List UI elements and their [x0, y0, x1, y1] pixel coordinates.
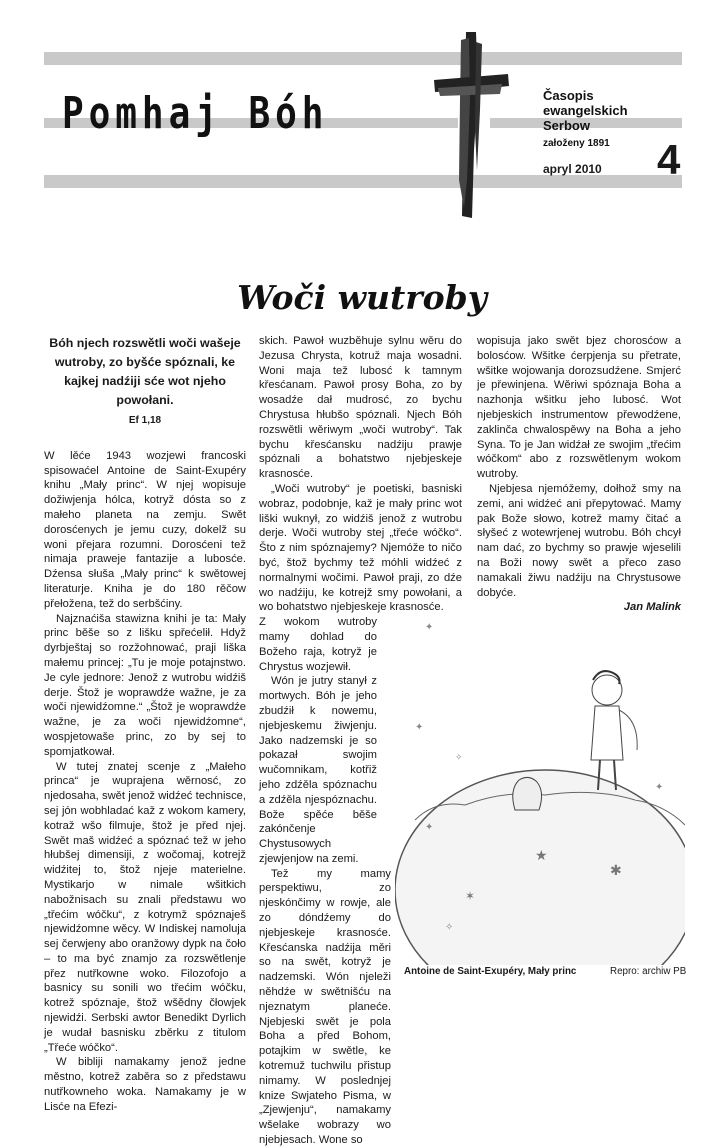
subtitle-line: ewangelskich [543, 103, 628, 118]
svg-text:✦: ✦ [425, 822, 434, 833]
paragraph: wopisuja jako swět bjez chorosćow a bolosćow. Wšitke ćerpjenja su přetrate, wšitke wojowanja dorozsudźene. Smjerć je přewinjena. Wěriwi spóznaja Boha a nazhonja wšitku jeho lubosć. Wot njebjeskich instrumentow přewodźene, zaklinča chwalospěwy na Boha a jeho Syna. To je Jan widźał ze swojim „třećim wóčkom“ abo z rozswětlenym wokom wutroby. [477, 335, 681, 481]
image-credit: Repro: archiw PB [610, 966, 687, 977]
paragraph: Tež my mamy perspektiwu, zo njeskónčimy w rowje, ale zo dóndźemy do njebjeskeje krasnosće. Křesćanska nadźija měri so na swět, kotryž je nadzemski. Wón njeleži něhdźe w swětnišću na njeznatym planeće. Njebjeski swět je pola Boha a před Bohom, potajkim w swětle, ke kotremuž tuchwilu přistup nimamy. W poslednjej knize Swjateho Pisma, w „Zjewjenju“, namakamy wšelake wobrazy wo njebjesach. Wone so [259, 867, 391, 1147]
svg-text:✦: ✦ [655, 782, 664, 793]
masthead-title: Pomhaj Bóh [62, 88, 329, 139]
magazine-info [543, 88, 628, 151]
svg-text:✦: ✦ [415, 722, 424, 733]
subtitle-line: Časopis [543, 88, 594, 103]
article-title: Woči wutroby [237, 278, 487, 317]
paragraph: Najznaćiša stawizna knihi je ta: Mały princ běše so z lišku spřećelił. Hdyž dyrbještaj so rozžohnować, praji liška małemu princej: „Tu je moje potajnstwo. Je cyle jednore: Jenož z wutrobu widźiš derje. Štož je woprawdźe wažne, je za woči njewidźomne.“ „Štož je woprawdźe wažne, je za woči njewidźomne“, wospjetowaše princ, zo by sej to spomjatkował. [44, 612, 246, 758]
article-column-1 [44, 334, 246, 1115]
svg-text:✦: ✦ [425, 622, 434, 633]
paragraph: W bibliji namakamy jenož jedne městno, kotrež zaběra so z předstawu nutřkowneho woka. Namakamy je w Lisće na Efezi- [44, 1056, 246, 1113]
paragraph: „Woči wutroby“ je poetiski, basniski wobraz, podobnje, kaž je mały princ wot liški wuknył, zo widźiš jenož z wutrobu derje. Woči wutroby stej „třeće wóčko“. Što z nim spóznajemy? Njemóže to ničo być, štož bychmy tež móhli widźeć z normalnymi wočimi. Pawoł praji, zo dźe wo nadźiju, ke kotrejž smy powołani, a wo bohatstwo njebjeskeje krasnosće. [259, 482, 462, 614]
svg-text:★: ★ [535, 848, 548, 864]
article-column-3 [477, 334, 681, 615]
image-caption: Antoine de Saint-Exupéry, Mały princ [404, 966, 577, 977]
paragraph: skich. Pawoł wuzběhuje sylnu wěru do Jezusa Chrysta, kotruž maja wosadni. Woni maja tež lubosć k tamnym křesćanam. Pawoł prosy Boha, zo by wosadźe dał mudrosć, zo bychu Chrystusa hłubšo spóznali. Njech Bóh rozswětli wěriwym „woči wutroby“. Tak bychu křesćansku nadźiju prawje spóznali a bohatstwo njebjeskeje krasnosće. [259, 335, 462, 481]
bible-motto: Bóh njech rozswětli woči wašeje wutroby, zo byšće spóznali, ke kajkej nadźiji sće wot njeho powołani. [49, 336, 241, 407]
masthead-band-bottom [44, 175, 682, 188]
masthead-band-top [44, 52, 682, 65]
paragraph: Z wokom wutroby mamy dohlad do Božeho raja, kotryž je Chrystus wozjewił. [259, 616, 377, 673]
paragraph: W tutej znatej scenje z „Małeho princa“ je wuprajena wěrnosć, zo njedosaha, swět jenož widźeć technisce, sej jón wobhladać kaž z wokom kamery, kotraž wšo filmuje, štož je před njej. Swět maš widźeć a spóznać tež w jeho hłubšej dimensiji, z wočomaj, kotrejž widźitej to, štož njeje materielne. Mystikarjo w nimale wšitkich nabožnisach su znali předstawu wo „třećim wóčku“, z kotrymž spóznaješ njewidźomne wěcy. W Indiskej namoluja sej čerwjeny abo oranžowy dypk na čoło – to ma być znamjo za rozswětlenje přez nutřkowne woko. Filozofojo a basnicy su sonili wo třećim wóčku, kotrež spóznaje, štož wšědny čłowjek njewidźi. Serbski awtor Benedikt Dyrlich je wudał basnisku zběrku z titulom „Třeće wóčko“. [44, 760, 246, 1054]
svg-text:✧: ✧ [455, 753, 463, 763]
svg-text:✱: ✱ [610, 863, 622, 879]
paragraph: W lěće 1943 wozjewi francoski spisowaćel Antoine de Saint-Exupéry knihu „Mały princ“. W njej wopisuje dožiwjenja hólca, kotryž dósta so z małeho planeta na zemju. Swět dorosćenych je jemu cuzy, dokelž su woni přejara rozumni. Dorosćeni tež nimaja praweje fantazije a lubosće. Dźensa słuša „Mały princ“ k swětowej literaturje. Kniha je do 180 rěčow přełožena, tež do serbšćiny. [44, 449, 246, 610]
bible-reference: Ef 1,18 [128, 415, 162, 426]
cross-logo-icon [432, 30, 510, 220]
svg-text:✶: ✶ [465, 889, 476, 903]
subtitle-line: Serbow [543, 118, 590, 133]
founded-year: załoženy 1891 [543, 138, 610, 149]
paragraph: Njebjesa njemóžemy, dołhož smy na zemi, ani widźeć ani přepytować. Mamy pak Bože słowo, kotrež mamy čitać a słyšeć z wotewrjenej wutrobu. Bóh chcył nam dać, zo bychmy so prawje wjeselili na Boži nowy swět a přeco zaso namakali žiwu nadźiju na Chrystusowe dobyće. [477, 482, 681, 599]
svg-text:✧: ✧ [445, 922, 454, 933]
issue-number: 4 [657, 136, 681, 183]
little-prince-illustration [395, 600, 685, 965]
paragraph: Wón je jutry stanył z mortwych. Bóh je jeho zbudźił k nowemu, njebjeskemu žiwjenju. Jako nadzemski je so pokazał swojim wučomnikam, kotřiž jeho zdźěla spóznachu a zdźěla njespóznachu. Bože spěće běše zakónčenje Chystusowych zjewjenjow na zemi. [259, 675, 377, 865]
article-author: Jan Malink [623, 601, 681, 614]
issue-date: apryl 2010 [543, 162, 602, 176]
